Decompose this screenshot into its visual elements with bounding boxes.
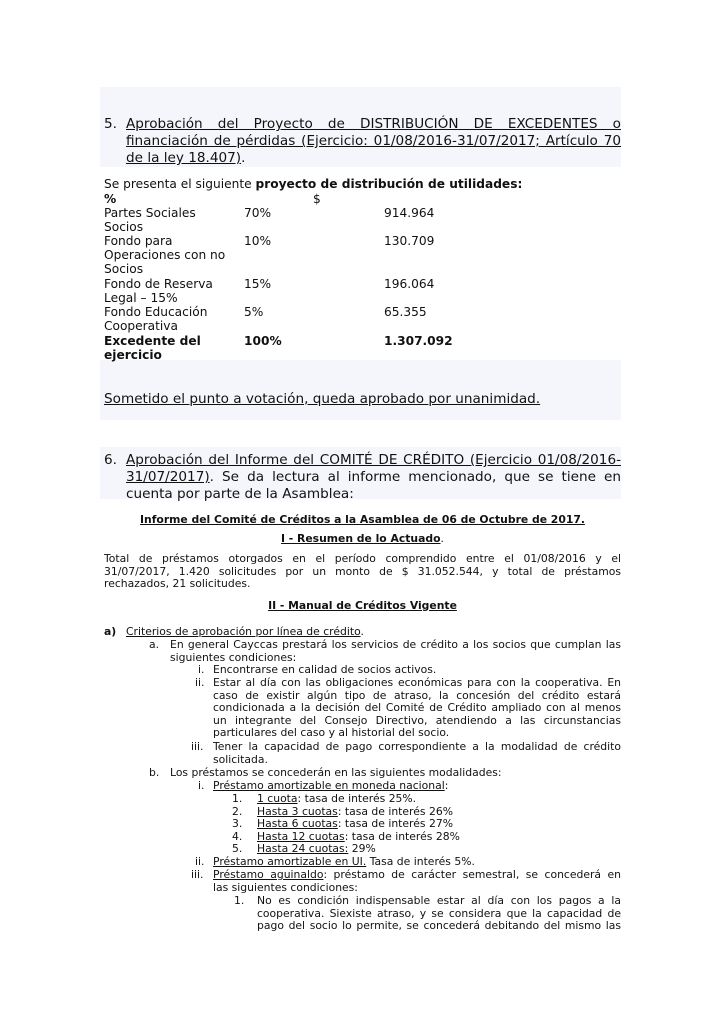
criteria-title: Criterios de aprobación por línea de crédito. xyxy=(126,625,364,638)
item6-line: cuenta por parte de la Asamblea: xyxy=(126,486,354,502)
item5-line: de la ley 18.407). xyxy=(126,150,246,166)
item5-line: Aprobación del Proyecto de DISTRIBUCIÓN DE EXCEDENTES o xyxy=(126,116,621,132)
table-row-percent: 15% xyxy=(244,277,272,291)
table-total-amount: 1.307.092 xyxy=(384,334,453,348)
condition-text: Encontrarse en calidad de socios activos. xyxy=(213,663,437,676)
section1-title: I - Resumen de lo Actuado. xyxy=(281,532,444,545)
table-row-percent: 5% xyxy=(244,305,264,319)
table-total-percent: 100% xyxy=(244,334,282,348)
table-header-amount: $ xyxy=(313,192,321,206)
distribution-table xyxy=(0,0,724,370)
item5-number: 5. xyxy=(104,116,117,132)
table-row-amount: 196.064 xyxy=(384,277,435,291)
modality-ui: Préstamo amortizable en UI. Tasa de interés 5%. xyxy=(213,855,475,868)
aguinaldo-condition-number: 1. xyxy=(234,894,245,907)
table-row-concept: Fondo Educación Cooperativa xyxy=(104,305,208,334)
modality-label: iii. xyxy=(191,868,204,881)
list-item: 3. Hasta 6 cuotas: tasa de interés 27% xyxy=(232,817,453,831)
condition-text: Estar al día con las obligaciones económicas para con la cooperativa. En caso de existir algún tipo de atraso, la concesión del crédito estará condicionada a la decisión del Comité de Crédito ampliado con al menos un integrante del Consejo Directivo, atendiendo a las circunstancias particulares del caso y al historial del socio. xyxy=(213,676,621,740)
table-total-concept: Excedente del ejercicio xyxy=(104,334,201,363)
modalities-intro: Los préstamos se concederán en las siguientes modalidades: xyxy=(170,766,502,779)
list-item: 2. Hasta 3 cuotas: tasa de interés 26% xyxy=(232,804,453,818)
modality-title: Préstamo amortizable en moneda nacional: xyxy=(213,779,449,792)
table-row-amount: 65.355 xyxy=(384,305,427,319)
table-row-concept: Partes Sociales Socios xyxy=(104,206,196,235)
item6-line: 31/07/2017). Se da lectura al informe mencionado, que se tiene en xyxy=(126,469,621,485)
item6-number: 6. xyxy=(104,452,117,468)
modality-label: ii. xyxy=(195,855,205,868)
distribution-intro: Se presenta el siguiente proyecto de distribución de utilidades: xyxy=(104,177,523,191)
list-item: 5. Hasta 24 cuotas: 29% xyxy=(232,842,376,856)
item5-line: financiación de pérdidas (Ejercicio: 01/08/2016-31/07/2017; Artículo 70 xyxy=(126,133,621,149)
rates-list xyxy=(232,793,460,856)
modality-aguinaldo: Préstamo aguinaldo: préstamo de carácter semestral, se concederá en las siguientes condiciones: xyxy=(213,868,621,894)
list-item: 4. Hasta 12 cuotas: tasa de interés 28% xyxy=(232,829,460,843)
aguinaldo-condition-text: No es condición indispensable estar al día con los pagos a la cooperativa. Siexiste atraso, y se considera que la capacidad de pago del socio lo permite, se concederá debitando del mismo las xyxy=(257,894,621,933)
general-label: a. xyxy=(149,638,160,651)
report-title: Informe del Comité de Créditos a la Asamblea de 06 de Octubre de 2017. xyxy=(140,513,585,526)
condition-label: iii. xyxy=(191,740,204,753)
vote-result: Sometido el punto a votación, queda aprobado por unanimidad. xyxy=(104,391,541,407)
table-header-percent: % xyxy=(104,192,117,206)
table-row-amount: 914.964 xyxy=(384,206,435,220)
condition-text: Tener la capacidad de pago correspondiente a la modalidad de crédito solicitada. xyxy=(213,740,621,766)
list-item: 1. 1 cuota: tasa de interés 25%. xyxy=(232,792,417,805)
modalities-label: b. xyxy=(149,766,160,779)
modality-label: i. xyxy=(198,779,205,792)
condition-label: i. xyxy=(198,663,205,676)
summary-paragraph: Total de préstamos otorgados en el período comprendido entre el 01/08/2016 y el 31/07/2017, 1.420 solicitudes por un monto de $ 31.052.544, y total de préstamos rechazados, 21 solicitudes. xyxy=(104,552,621,591)
item6-line: Aprobación del Informe del COMITÉ DE CRÉDITO (Ejercicio 01/08/2016- xyxy=(126,452,621,468)
table-row-concept: Fondo de Reserva Legal – 15% xyxy=(104,277,213,306)
item6-heading xyxy=(126,452,621,503)
table-row-percent: 70% xyxy=(244,206,272,220)
criteria-label: a) xyxy=(104,625,117,638)
section2-title: II - Manual de Créditos Vigente xyxy=(268,599,457,612)
table-row-amount: 130.709 xyxy=(384,234,435,248)
table-row-percent: 10% xyxy=(244,234,272,248)
condition-label: ii. xyxy=(195,676,205,689)
table-row-concept: Fondo para Operaciones con no Socios xyxy=(104,234,226,277)
general-paragraph: En general Cayccas prestará los servicios de crédito a los socios que cumplan las siguientes condiciones: xyxy=(170,638,621,664)
